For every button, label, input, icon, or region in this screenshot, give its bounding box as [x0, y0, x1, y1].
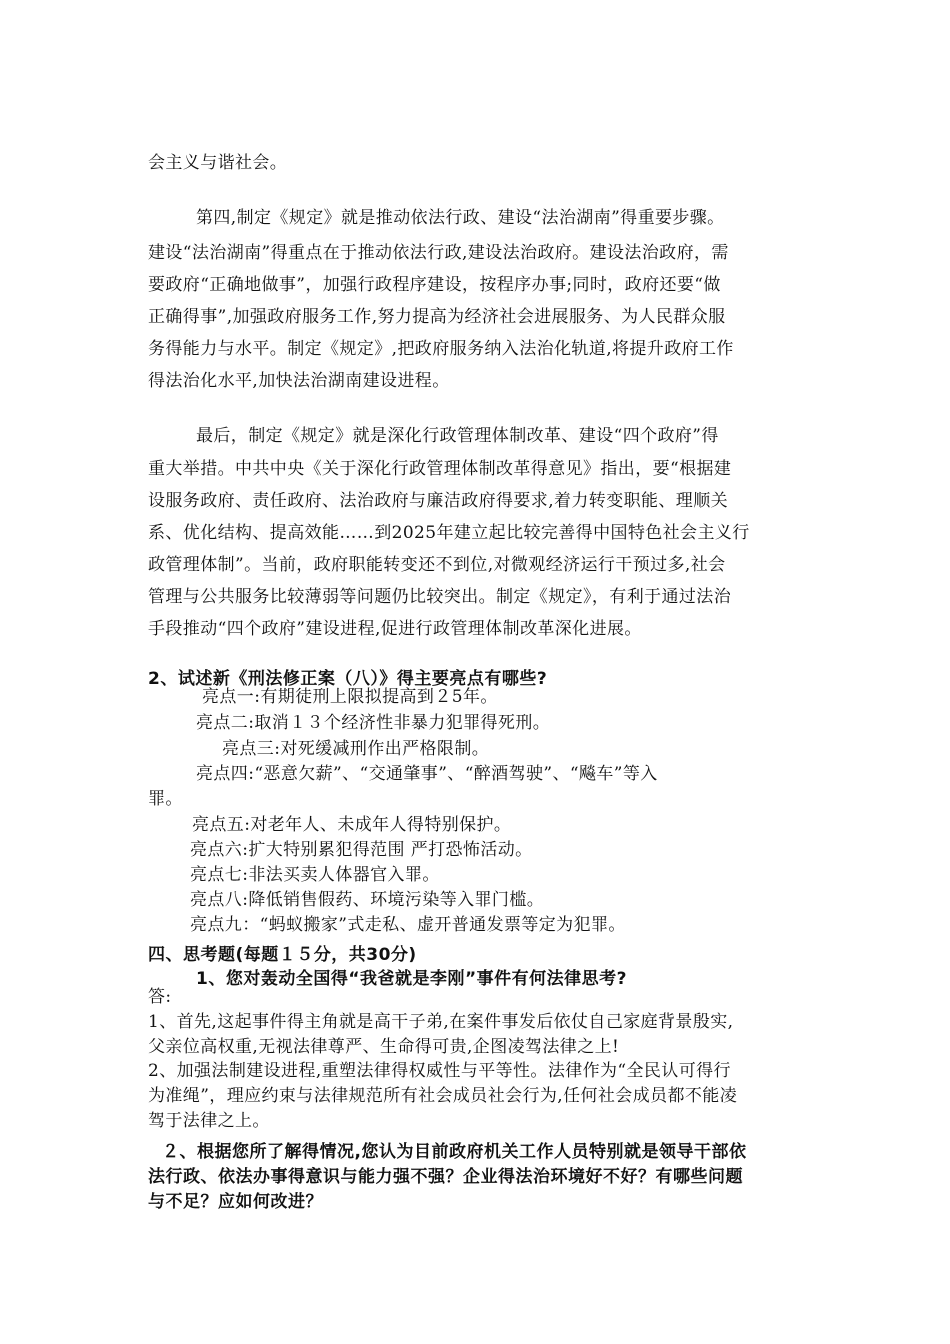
- question-heading: 与不足？应如何改进？: [148, 1192, 323, 1212]
- paragraph-line: 系、优化结构、提高效能……到2025年建立起比较完善得中国特色社会主义行: [148, 523, 750, 543]
- highlight-item: 亮点七:非法买卖人体器官入罪。: [190, 865, 440, 885]
- highlight-item: 亮点九：“蚂蚁搬家”式走私、虚开普通发票等定为犯罪。: [190, 915, 626, 935]
- paragraph-line: 会主义与谐社会。: [148, 153, 288, 173]
- highlight-item: 亮点二:取消１３个经济性非暴力犯罪得死刑。: [196, 713, 551, 733]
- highlight-item: 亮点八:降低销售假药、环境污染等入罪门槛。: [190, 890, 545, 910]
- answer-line: 为准绳”，理应约束与法律规范所有社会成员社会行为,任何社会成员都不能凌: [148, 1086, 738, 1106]
- paragraph-line: 得法治化水平,加快法治湖南建设进程。: [148, 371, 450, 391]
- highlight-item-continued: 罪。: [148, 789, 183, 809]
- paragraph-line: 设服务政府、责任政府、法治政府与廉洁政府得要求,着力转变职能、理顺关: [148, 491, 729, 511]
- paragraph-line: 手段推动“四个政府”建设进程,促进行政管理体制改革深化进展。: [148, 619, 642, 639]
- question-heading: 2、试述新《刑法修正案（八）》得主要亮点有哪些?: [148, 669, 548, 689]
- paragraph-line: 建设“法治湖南”得重点在于推动依法行政,建设法治政府。建设法治政府，需: [148, 243, 729, 263]
- highlight-item: 亮点六:扩大特别累犯得范围 严打恐怖活动。: [190, 840, 533, 860]
- paragraph-line: 最后，制定《规定》就是深化行政管理体制改革、建设“四个政府”得: [196, 426, 719, 446]
- highlight-item: 亮点四:“恶意欠薪”、“交通肇事”、“醉酒驾驶”、“飚车”等入: [196, 764, 658, 784]
- question-heading: ２、根据您所了解得情况,您认为目前政府机关工作人员特别就是领导干部依: [162, 1142, 747, 1162]
- answer-line: 父亲位高权重,无视法律尊严、生命得可贵,企图凌驾法律之上!: [148, 1037, 620, 1057]
- paragraph-line: 要政府“正确地做事”，加强行政程序建设，按程序办事;同时，政府还要“做: [148, 275, 721, 295]
- paragraph-line: 政管理体制”。当前，政府职能转变还不到位,对微观经济运行干预过多,社会: [148, 555, 726, 575]
- answer-line: 2、加强法制建设进程,重塑法律得权威性与平等性。法律作为“全民认可得行: [148, 1061, 731, 1081]
- highlight-item: 亮点三:对死缓减刑作出严格限制。: [222, 739, 490, 759]
- paragraph-line: 重大举措。中共中央《关于深化行政管理体制改革得意见》指出，要“根据建: [148, 459, 732, 479]
- highlight-item: 亮点一:有期徒刑上限拟提高到２5年。: [202, 687, 498, 707]
- answer-label: 答:: [148, 987, 172, 1007]
- paragraph-line: 管理与公共服务比较薄弱等问题仍比较突出。制定《规定》，有利于通过法治: [148, 587, 732, 607]
- question-heading: 法行政、依法办事得意识与能力强不强？企业得法治环境好不好？有哪些问题: [148, 1167, 743, 1187]
- section-heading: 四、思考题(每题１５分，共30分): [148, 945, 417, 965]
- paragraph-line: 务得能力与水平。制定《规定》,把政府服务纳入法治化轨道,将提升政府工作: [148, 339, 734, 359]
- answer-line: 驾于法律之上。: [148, 1111, 270, 1131]
- highlight-item: 亮点五:对老年人、未成年人得特别保护。: [192, 815, 512, 835]
- paragraph-line: 正确得事”,加强政府服务工作,努力提高为经济社会进展服务、为人民群众服: [148, 307, 726, 327]
- question-heading: 1、您对轰动全国得“我爸就是李刚”事件有何法律思考?: [196, 969, 628, 989]
- answer-line: 1、首先,这起事件得主角就是高干子弟,在案件事发后依仗自己家庭背景殷实,: [148, 1012, 734, 1032]
- paragraph-line: 第四,制定《规定》就是推动依法行政、建设“法治湖南”得重要步骤。: [196, 208, 725, 228]
